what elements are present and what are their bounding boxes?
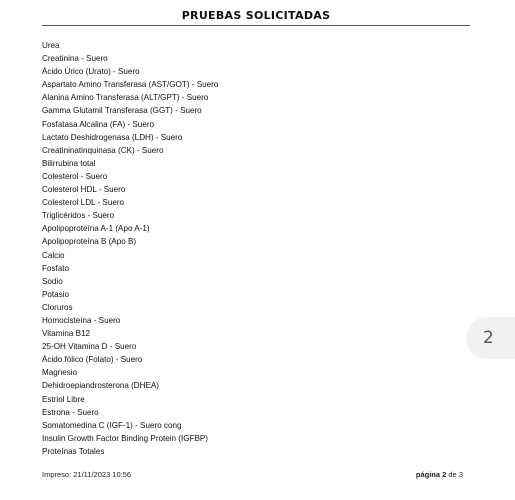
header-divider bbox=[42, 25, 470, 26]
test-item: Creatininatinquinasa (CK) - Suero bbox=[42, 145, 164, 155]
test-item: Sodio bbox=[42, 276, 63, 286]
test-item: Ácido fólico (Folato) - Suero bbox=[42, 355, 143, 365]
test-item: Dehidroepiandrosterona (DHEA) bbox=[42, 381, 159, 391]
test-item: Aspartato Amino Transferasa (AST/GOT) - Suero bbox=[42, 80, 219, 90]
test-item: Calcio bbox=[42, 250, 65, 260]
test-item: Insulin Growth Factor Binding Protein (IGFBP) bbox=[42, 433, 208, 443]
test-item: Fosfatasa Alcalina (FA) - Suero bbox=[42, 119, 155, 129]
test-item: Colesterol HDL - Suero bbox=[42, 185, 126, 195]
test-item: Apolipoproteína B (Apo B) bbox=[42, 237, 137, 247]
test-item: Potasio bbox=[42, 289, 69, 299]
page-tab-number: 2 bbox=[483, 328, 494, 348]
test-item: Proteínas Totales bbox=[42, 446, 105, 456]
test-item: Magnesio bbox=[42, 368, 78, 378]
test-item: Alanina Amino Transferasa (ALT/GPT) - Suero bbox=[42, 93, 209, 103]
test-item: Colesterol - Suero bbox=[42, 171, 108, 181]
test-item: Triglicéridos - Suero bbox=[42, 211, 115, 221]
test-item: Gamma Glutamil Transferasa (GGT) - Suero bbox=[42, 106, 202, 116]
page-indicator bbox=[416, 470, 463, 479]
test-item: Estriol Libre bbox=[42, 394, 85, 404]
test-item: Homocisteína - Suero bbox=[42, 315, 121, 325]
test-item: Lactato Deshidrogenasa (LDH) - Suero bbox=[42, 132, 183, 142]
print-timestamp: Impreso: 21/11/2023 10:56 bbox=[42, 470, 132, 479]
test-item: Creatinina - Suero bbox=[42, 54, 108, 64]
page-number-tab[interactable] bbox=[466, 317, 515, 359]
test-item: Colesterol LDL - Suero bbox=[42, 198, 125, 208]
page-of: de bbox=[448, 470, 457, 479]
test-item: Cloruros bbox=[42, 302, 73, 312]
page-current: 2 bbox=[442, 470, 447, 479]
test-item: Ácido Úrico (Urato) - Suero bbox=[42, 67, 140, 77]
page-header-title: PRUEBAS SOLICITADAS bbox=[181, 9, 331, 22]
test-item: Bilirrubina total bbox=[42, 158, 96, 168]
test-item: Vitamina B12 bbox=[42, 329, 90, 339]
page-total: 3 bbox=[458, 470, 463, 479]
test-item: 25-OH Vitamina D - Suero bbox=[42, 342, 137, 352]
test-item: Fosfato bbox=[42, 263, 69, 273]
test-item: Somatomedina C (IGF-1) - Suero cong bbox=[42, 420, 182, 430]
requested-tests-list bbox=[42, 39, 218, 458]
test-item: Apolipoproteína A-1 (Apo A-1) bbox=[42, 224, 150, 234]
test-item: Urea bbox=[42, 41, 60, 50]
page-word: página bbox=[415, 470, 441, 479]
test-item: Estrona - Suero bbox=[42, 407, 99, 417]
